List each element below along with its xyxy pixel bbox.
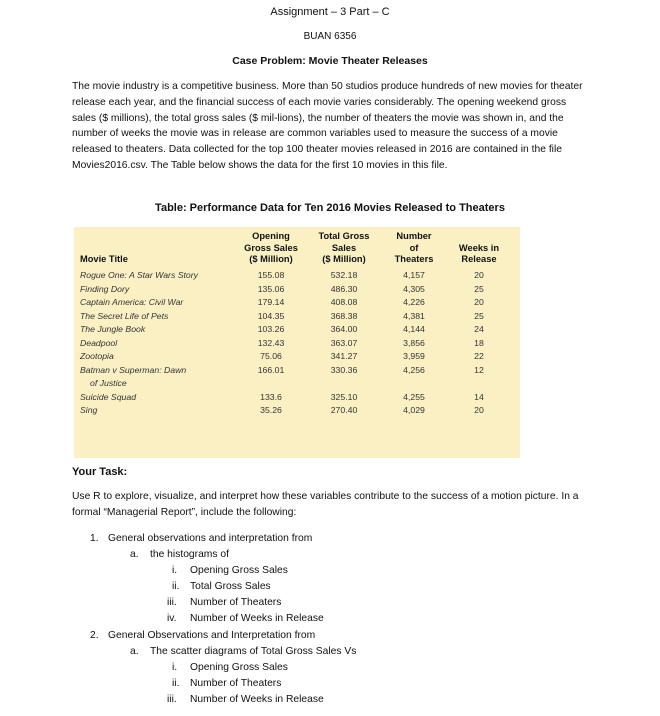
table-row bbox=[76, 323, 512, 337]
list-text: the histograms of bbox=[150, 549, 229, 560]
cell-title: Batman v Superman: Dawn bbox=[80, 364, 187, 375]
cell-title: Suicide Squad bbox=[80, 391, 137, 402]
cell-weeks: 12 bbox=[474, 364, 484, 375]
list-item bbox=[130, 645, 356, 659]
table-row bbox=[76, 296, 512, 310]
table-header-row bbox=[76, 227, 512, 269]
cell-theaters: 4,381 bbox=[403, 310, 425, 321]
list-item bbox=[167, 693, 324, 707]
cell-opening: 104.35 bbox=[257, 310, 285, 321]
performance-table bbox=[76, 227, 512, 417]
table-row bbox=[76, 390, 512, 404]
cell-title: The Jungle Book bbox=[80, 324, 146, 334]
col-header-weeks-line: Weeks in bbox=[458, 242, 500, 253]
list-marker: i. bbox=[172, 662, 178, 673]
col-header-opening-line: Opening bbox=[252, 231, 290, 241]
cell-theaters: 4,157 bbox=[403, 270, 425, 280]
list-marker: 1. bbox=[90, 533, 99, 544]
cell-total: 408.08 bbox=[330, 297, 358, 307]
table-row-continuation bbox=[76, 377, 512, 391]
cell-theaters: 4,029 bbox=[403, 405, 425, 415]
cell-weeks: 20 bbox=[474, 270, 484, 280]
list-item bbox=[172, 564, 288, 578]
cell-weeks: 25 bbox=[474, 283, 484, 294]
cell-title-continuation: of Justice bbox=[90, 378, 127, 388]
list-marker: ii. bbox=[172, 581, 180, 592]
cell-total: 325.10 bbox=[330, 391, 358, 402]
table-row bbox=[76, 282, 512, 296]
list-marker: iv. bbox=[167, 613, 177, 624]
list-text: General Observations and Interpretation from bbox=[108, 630, 316, 641]
col-header-theaters-line: Number bbox=[396, 231, 432, 241]
list-text: Number of Theaters bbox=[190, 678, 282, 689]
list-text: Number of Weeks in Release bbox=[190, 694, 324, 705]
list-item bbox=[167, 612, 324, 626]
task-intro: Use R to explore, visualize, and interpret how these variables contribute to the success of a motion picture. In a formal “Managerial Report”, include the following: bbox=[72, 491, 579, 518]
cell-theaters: 4,305 bbox=[403, 283, 425, 294]
course-code: BUAN 6356 bbox=[303, 31, 357, 42]
cell-weeks: 20 bbox=[474, 405, 484, 415]
list-text: General observations and interpretation from bbox=[108, 533, 313, 544]
cell-theaters: 4,226 bbox=[403, 297, 425, 307]
cell-theaters: 3,856 bbox=[403, 337, 425, 348]
col-header-total-line: Total Gross bbox=[318, 231, 370, 241]
list-text: Number of Theaters bbox=[190, 597, 282, 608]
col-header-weeks-line: Release bbox=[461, 254, 497, 264]
list-marker: a. bbox=[130, 549, 139, 560]
cell-theaters: 4,256 bbox=[403, 364, 425, 375]
cell-weeks: 22 bbox=[474, 351, 484, 361]
cell-title: Deadpool bbox=[80, 337, 118, 348]
col-header-opening bbox=[236, 227, 306, 269]
assignment-heading: Assignment – 3 Part – C bbox=[270, 6, 390, 18]
list-marker: 2. bbox=[90, 630, 99, 641]
cell-title: Sing bbox=[80, 405, 98, 415]
cell-opening: 179.14 bbox=[257, 297, 285, 307]
cell-opening: 166.01 bbox=[257, 364, 285, 375]
table-row bbox=[76, 363, 512, 377]
cell-title: Zootopia bbox=[80, 351, 114, 361]
cell-total: 330.36 bbox=[330, 364, 358, 375]
list-item bbox=[172, 580, 271, 594]
cell-opening: 35.26 bbox=[260, 405, 282, 415]
col-header-total bbox=[306, 227, 382, 269]
list-marker: iii. bbox=[167, 694, 177, 705]
list-marker: i. bbox=[172, 565, 178, 576]
table-title: Table: Performance Data for Ten 2016 Movies Released to Theaters bbox=[155, 202, 505, 214]
table-row bbox=[76, 309, 512, 323]
list-text: Opening Gross Sales bbox=[190, 565, 288, 576]
intro-paragraph: The movie industry is a competitive business. More than 50 studios produce hundreds of new movies for theater release each year, and the financial success of each movie varies considerably. The opening weekend gross sales ($ millions), the total gross sales ($ mil-lions), the number of theaters the movie was shown in, and the number of weeks the movie was in release are common variables used to measure the success of a movie released to theaters. Data collected for the top 100 theater movies released in 2016 are contained in the file Movies2016.csv. The Table below shows the data for the first 10 movies in this file. bbox=[72, 81, 583, 171]
cell-total: 364.00 bbox=[330, 324, 358, 334]
cell-weeks: 18 bbox=[474, 337, 484, 348]
cell-opening: 103.26 bbox=[257, 324, 285, 334]
cell-weeks: 25 bbox=[474, 310, 484, 321]
col-header-opening-line: ($ Million) bbox=[249, 254, 293, 264]
case-title: Case Problem: Movie Theater Releases bbox=[232, 55, 428, 67]
list-marker: iii. bbox=[167, 597, 177, 608]
list-item bbox=[90, 532, 312, 546]
cell-total: 341.27 bbox=[330, 351, 358, 361]
task-heading: Your Task: bbox=[72, 466, 128, 478]
cell-weeks: 20 bbox=[474, 297, 484, 307]
list-text: The scatter diagrams of Total Gross Sales Vs bbox=[150, 646, 357, 657]
cell-total: 363.07 bbox=[330, 337, 358, 348]
col-header-total-line: Sales bbox=[331, 242, 357, 253]
col-header-opening-line: Gross Sales bbox=[244, 242, 298, 253]
list-marker: a. bbox=[130, 646, 139, 657]
cell-theaters: 4,255 bbox=[403, 391, 425, 402]
cell-weeks: 24 bbox=[474, 324, 484, 334]
list-item bbox=[172, 661, 288, 675]
list-item bbox=[90, 629, 315, 643]
list-text: Opening Gross Sales bbox=[190, 662, 288, 673]
table-row bbox=[76, 404, 512, 418]
col-header-theaters-line: Theaters bbox=[394, 254, 434, 264]
cell-total: 486.30 bbox=[330, 283, 358, 294]
cell-opening: 75.06 bbox=[260, 351, 282, 361]
cell-total: 532.18 bbox=[330, 270, 358, 280]
cell-total: 270.40 bbox=[330, 405, 358, 415]
list-item bbox=[172, 677, 281, 691]
cell-opening: 133.6 bbox=[260, 391, 282, 402]
col-header-total-line: ($ Million) bbox=[322, 254, 366, 264]
cell-theaters: 4,144 bbox=[403, 324, 425, 334]
cell-opening: 155.08 bbox=[257, 270, 285, 280]
table-row bbox=[76, 336, 512, 350]
list-text: Total Gross Sales bbox=[190, 581, 271, 592]
col-header-theaters-line: of bbox=[409, 242, 419, 253]
list-item bbox=[167, 596, 281, 610]
col-header-title: Movie Title bbox=[80, 254, 128, 264]
cell-total: 368.38 bbox=[330, 310, 358, 321]
list-marker: ii. bbox=[172, 678, 180, 689]
list-item bbox=[130, 548, 229, 562]
cell-weeks: 14 bbox=[474, 391, 484, 402]
col-header-weeks bbox=[446, 227, 512, 269]
table-row bbox=[76, 269, 512, 283]
table-row bbox=[76, 350, 512, 364]
cell-opening: 135.06 bbox=[257, 283, 285, 294]
cell-title: Captain America: Civil War bbox=[80, 297, 184, 307]
performance-table-box bbox=[74, 227, 520, 458]
list-text: Number of Weeks in Release bbox=[190, 613, 324, 624]
cell-title: Rogue One: A Star Wars Story bbox=[80, 270, 198, 280]
cell-theaters: 3,959 bbox=[403, 351, 425, 361]
cell-title: The Secret Life of Pets bbox=[80, 310, 169, 321]
cell-title: Finding Dory bbox=[80, 283, 130, 294]
cell-opening: 132.43 bbox=[257, 337, 285, 348]
col-header-theaters bbox=[382, 227, 446, 269]
